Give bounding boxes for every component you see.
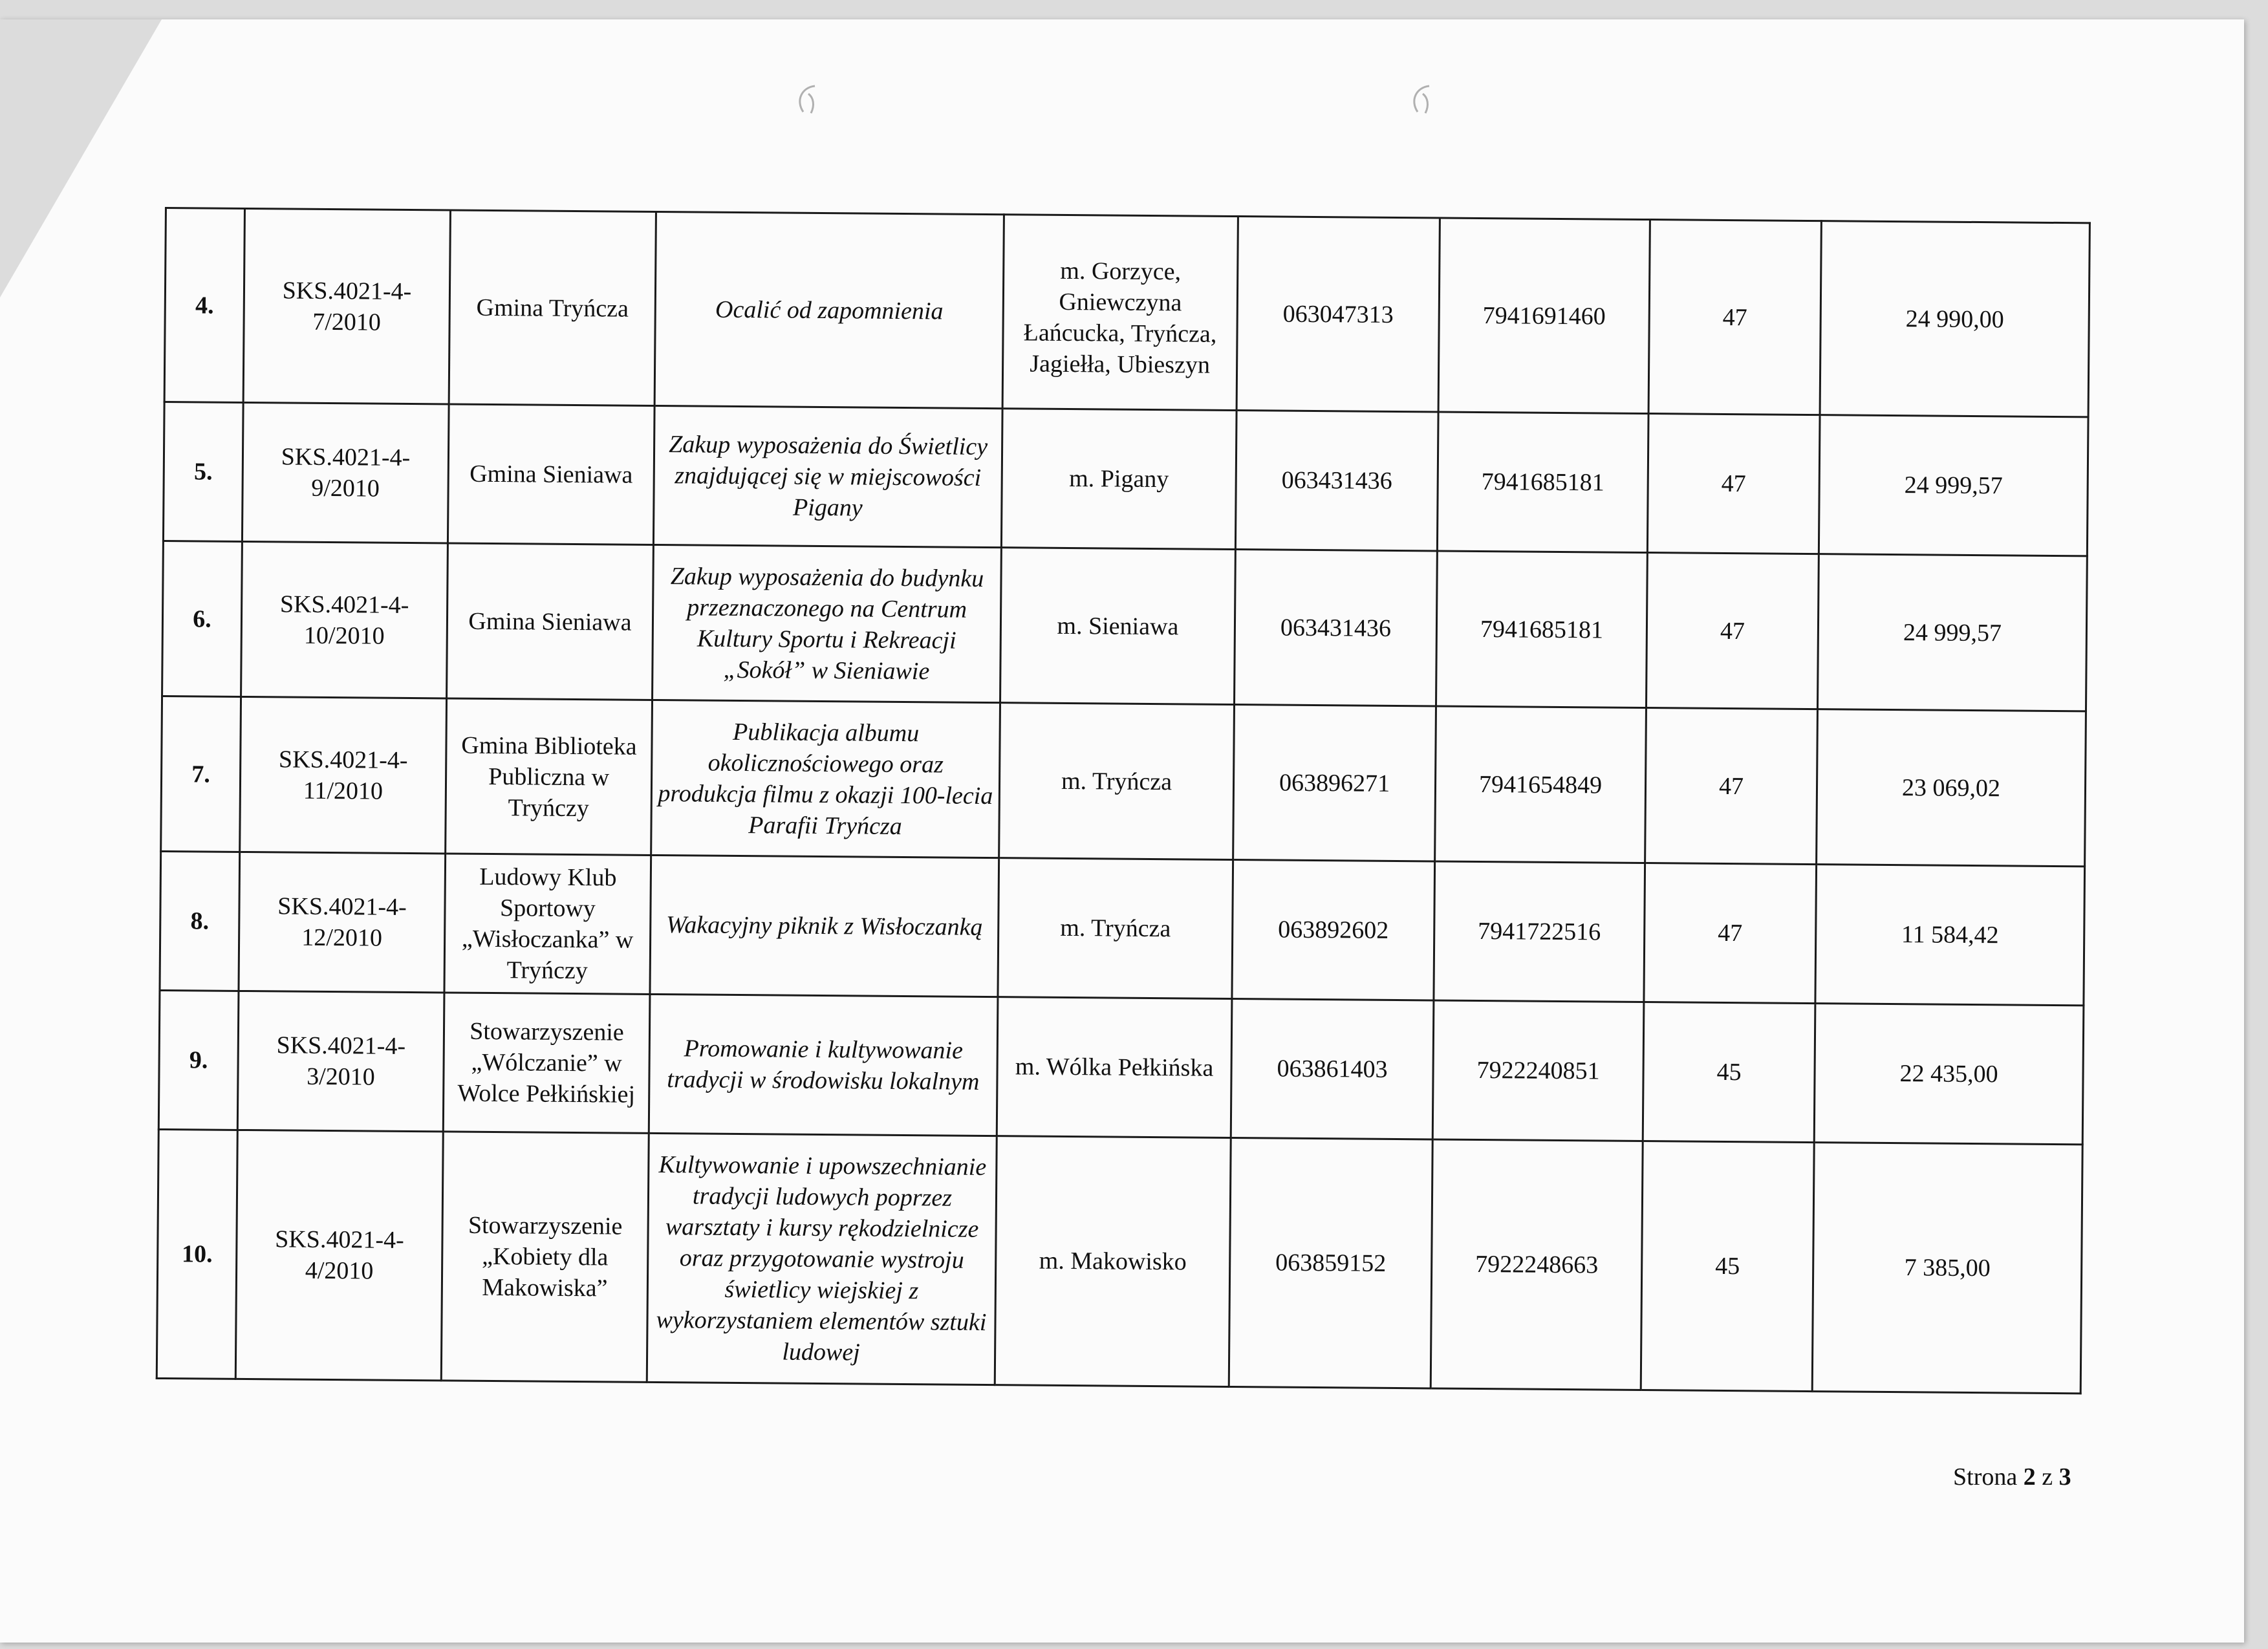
percentage: 45 bbox=[1641, 1141, 1814, 1391]
percentage: 47 bbox=[1648, 220, 1821, 415]
nip-number: 7941691460 bbox=[1438, 218, 1650, 414]
page-label: Strona bbox=[1953, 1463, 2018, 1491]
applicant: Gmina Sieniawa bbox=[447, 543, 654, 700]
table-row bbox=[160, 851, 2085, 1005]
amount: 23 069,02 bbox=[1817, 709, 2086, 867]
nip-number: 7922240851 bbox=[1432, 1000, 1644, 1141]
table-row bbox=[161, 696, 2086, 866]
applicant: Gmina Tryńcza bbox=[449, 210, 656, 405]
row-number: 7. bbox=[161, 696, 241, 852]
applicant: Stowarzyszenie „Kobiety dla Makowiska” bbox=[441, 1132, 649, 1382]
percentage: 47 bbox=[1645, 708, 1818, 865]
location: m. Sieniawa bbox=[1000, 548, 1236, 705]
nip-number: 7941654849 bbox=[1435, 706, 1647, 863]
project-title: Ocalić od zapomnienia bbox=[654, 211, 1004, 408]
table-row bbox=[158, 990, 2084, 1144]
table-body bbox=[157, 208, 2090, 1394]
project-title: Publikacja albumu okolicznościowego oraz produkcja filmu z okazji 100-lecia Parafii Tryńcza bbox=[651, 700, 1000, 857]
project-title: Zakup wyposażenia do budynku przeznaczonego na Centrum Kultury Sportu i Rekreacji „Sokół” w Sieniawie bbox=[653, 544, 1002, 702]
punch-hole-mark-icon bbox=[789, 81, 834, 120]
amount: 24 990,00 bbox=[1820, 221, 2090, 417]
amount: 11 584,42 bbox=[1815, 865, 2085, 1006]
table-row bbox=[164, 208, 2090, 417]
location: m. Makowisko bbox=[995, 1136, 1231, 1387]
amount: 7 385,00 bbox=[1812, 1143, 2082, 1394]
regon-number: 063431436 bbox=[1235, 550, 1438, 706]
nip-number: 7922248663 bbox=[1431, 1139, 1643, 1390]
project-title: Wakacyjny piknik z Wisłoczanką bbox=[650, 855, 999, 997]
case-number: SKS.4021-4-4/2010 bbox=[235, 1130, 443, 1380]
page-number bbox=[1953, 1463, 2071, 1491]
folded-corner bbox=[0, 19, 162, 297]
nip-number: 7941685181 bbox=[1436, 551, 1647, 708]
percentage: 47 bbox=[1644, 863, 1817, 1004]
amount: 24 999,57 bbox=[1817, 554, 2087, 711]
applicant: Gmina Sieniawa bbox=[448, 404, 654, 544]
table-row bbox=[162, 541, 2088, 711]
case-number: SKS.4021-4-7/2010 bbox=[243, 208, 450, 404]
amount: 24 999,57 bbox=[1819, 415, 2088, 556]
regon-number: 063896271 bbox=[1233, 705, 1436, 861]
percentage: 47 bbox=[1647, 414, 1820, 554]
applicant: Ludowy Klub Sportowy „Wisłoczanka” w Tryńczy bbox=[444, 854, 651, 994]
case-number: SKS.4021-4-10/2010 bbox=[241, 541, 448, 698]
page-separator: z bbox=[2042, 1463, 2053, 1491]
project-title: Promowanie i kultywowanie tradycji w środowisku lokalnym bbox=[649, 994, 998, 1136]
regon-number: 063047313 bbox=[1237, 217, 1440, 412]
row-number: 9. bbox=[158, 990, 239, 1130]
row-number: 6. bbox=[162, 541, 243, 696]
punch-hole-mark-icon bbox=[1403, 81, 1449, 120]
total-pages: 3 bbox=[2058, 1463, 2071, 1491]
current-page: 2 bbox=[2023, 1463, 2036, 1491]
location: m. Tryńcza bbox=[998, 858, 1233, 999]
applicant: Gmina Biblioteka Publiczna w Tryńczy bbox=[446, 698, 653, 855]
location: m. Gorzyce, Gniewczyna Łańcucka, Tryńcza, Jagiełła, Ubieszyn bbox=[1002, 215, 1238, 411]
case-number: SKS.4021-4-9/2010 bbox=[242, 402, 449, 543]
table-row bbox=[157, 1129, 2082, 1393]
percentage: 47 bbox=[1646, 553, 1819, 709]
row-number: 5. bbox=[163, 402, 243, 542]
regon-number: 063431436 bbox=[1235, 411, 1438, 551]
location: m. Pigany bbox=[1001, 409, 1237, 550]
regon-number: 063861403 bbox=[1231, 998, 1434, 1139]
nip-number: 7941722516 bbox=[1434, 861, 1645, 1002]
row-number: 10. bbox=[157, 1129, 237, 1379]
case-number: SKS.4021-4-12/2010 bbox=[239, 852, 446, 992]
grants-table bbox=[156, 207, 2091, 1394]
table-row bbox=[163, 402, 2088, 556]
nip-number: 7941685181 bbox=[1437, 412, 1648, 553]
case-number: SKS.4021-4-11/2010 bbox=[240, 696, 447, 853]
location: m. Wólka Pełkińska bbox=[997, 997, 1232, 1138]
row-number: 8. bbox=[160, 851, 240, 991]
amount: 22 435,00 bbox=[1814, 1004, 2084, 1145]
percentage: 45 bbox=[1643, 1002, 1815, 1142]
case-number: SKS.4021-4-3/2010 bbox=[237, 991, 444, 1131]
project-title: Kultywowanie i upowszechnianie tradycji ludowych poprzez warsztaty i kursy rękodzielnicze oraz przygotowanie wystroju świetlicy wiejskiej z wykorzystaniem elementów sztuki ludowej bbox=[647, 1133, 997, 1385]
regon-number: 063859152 bbox=[1229, 1137, 1432, 1388]
regon-number: 063892602 bbox=[1232, 860, 1435, 1000]
applicant: Stowarzyszenie „Wólczanie” w Wolce Pełkińskiej bbox=[443, 993, 650, 1133]
location: m. Tryńcza bbox=[999, 703, 1235, 860]
row-number: 4. bbox=[164, 208, 244, 403]
project-title: Zakup wyposażenia do Świetlicy znajdującej się w miejscowości Pigany bbox=[653, 405, 1002, 547]
